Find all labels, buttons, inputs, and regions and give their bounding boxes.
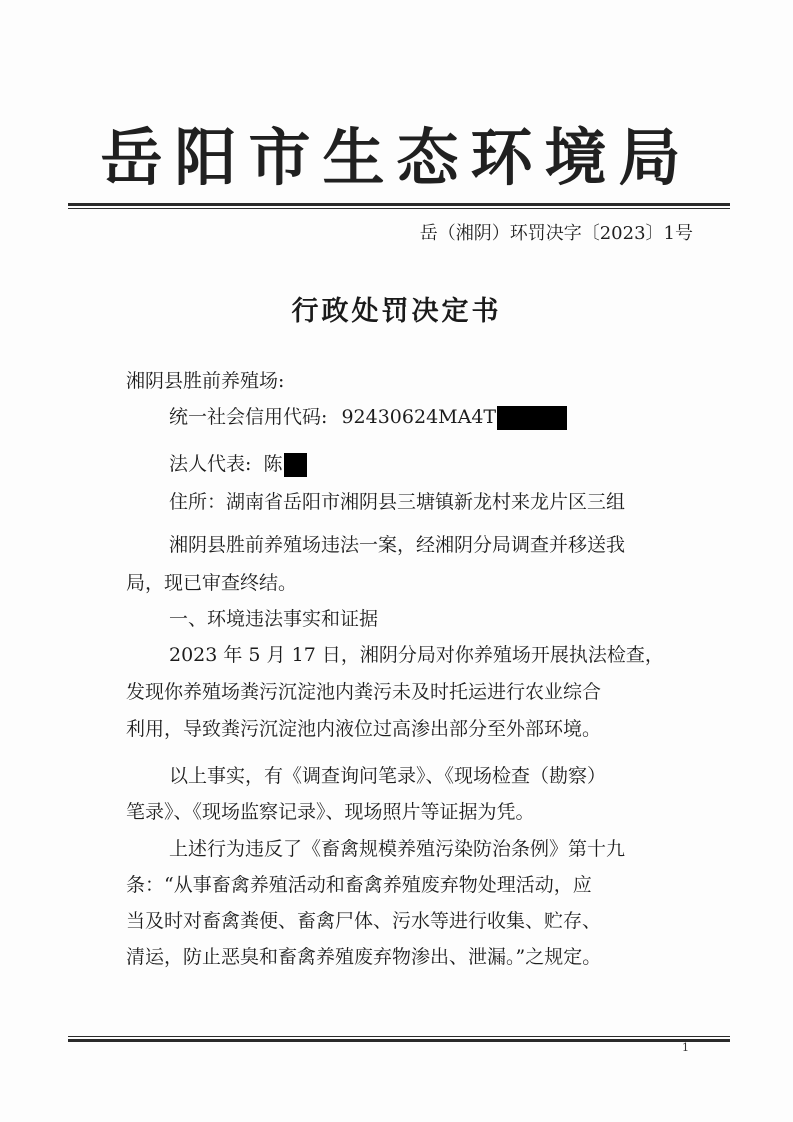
letterhead-divider <box>68 203 730 209</box>
document-title: 行政处罚决定书 <box>291 296 502 327</box>
violation-line-2: 条：“从事畜禽养殖活动和畜禽养殖废弃物处理活动，应 <box>126 874 592 896</box>
facts-line-2: 发现你养殖场粪污沉淀池内粪污未及时托运进行农业综合 <box>126 681 602 703</box>
evidence-line-2: 笔录》、《现场监察记录》、现场照片等证据为凭。 <box>126 801 535 823</box>
legal-rep-label: 法人代表: <box>169 453 252 475</box>
violation-line-1: 上述行为违反了《畜禽规模养殖污染防治条例》第十九 <box>169 838 626 860</box>
letterhead-divider-thin <box>68 208 730 209</box>
violation-line-3: 当及时对畜禽粪便、畜禽尸体、污水等进行收集、贮存、 <box>126 910 602 932</box>
document-number: 岳（湘阴）环罚决字〔2023〕1号 <box>419 223 693 244</box>
redaction-bar <box>284 453 307 477</box>
redaction-bar <box>497 406 567 430</box>
credit-code-line <box>169 402 567 432</box>
intro-paragraph-line-1: 湘阴县胜前养殖场违法一案，经湘阴分局调查并移送我 <box>169 534 626 556</box>
violation-line-4: 清运，防止恶臭和畜禽养殖废弃物渗出、泄漏。”之规定。 <box>126 946 602 968</box>
legal-rep-value: 陈 <box>263 453 283 475</box>
facts-line-3: 利用，导致粪污沉淀池内液位过高渗出部分至外部环境。 <box>126 718 602 740</box>
credit-code-label: 统一社会信用代码: <box>169 406 328 428</box>
credit-code-value: 92430624MA4T <box>341 406 497 428</box>
intro-paragraph-line-2: 局，现已审查终结。 <box>126 572 298 594</box>
address-line: 住所：湖南省岳阳市湘阴县三塘镇新龙村来龙片区三组 <box>169 491 626 513</box>
letterhead-divider-thick <box>68 203 730 206</box>
agency-letterhead: 岳阳市生态环境局 <box>100 121 693 194</box>
footer-divider-thin <box>68 1036 730 1037</box>
evidence-line-1: 以上事实，有《调查询问笔录》、《现场检查（勘察） <box>169 765 607 787</box>
party-name: 湘阴县胜前养殖场: <box>126 370 285 392</box>
footer-divider-thick <box>68 1039 730 1042</box>
section-heading: 一、环境违法事实和证据 <box>169 608 379 630</box>
legal-rep-line <box>169 449 307 479</box>
footer-divider <box>68 1036 730 1042</box>
facts-line-1: 2023 年 5 月 17 日，湘阴分局对你养殖场开展执法检查， <box>169 644 664 666</box>
page-number: 1 <box>682 1041 689 1054</box>
